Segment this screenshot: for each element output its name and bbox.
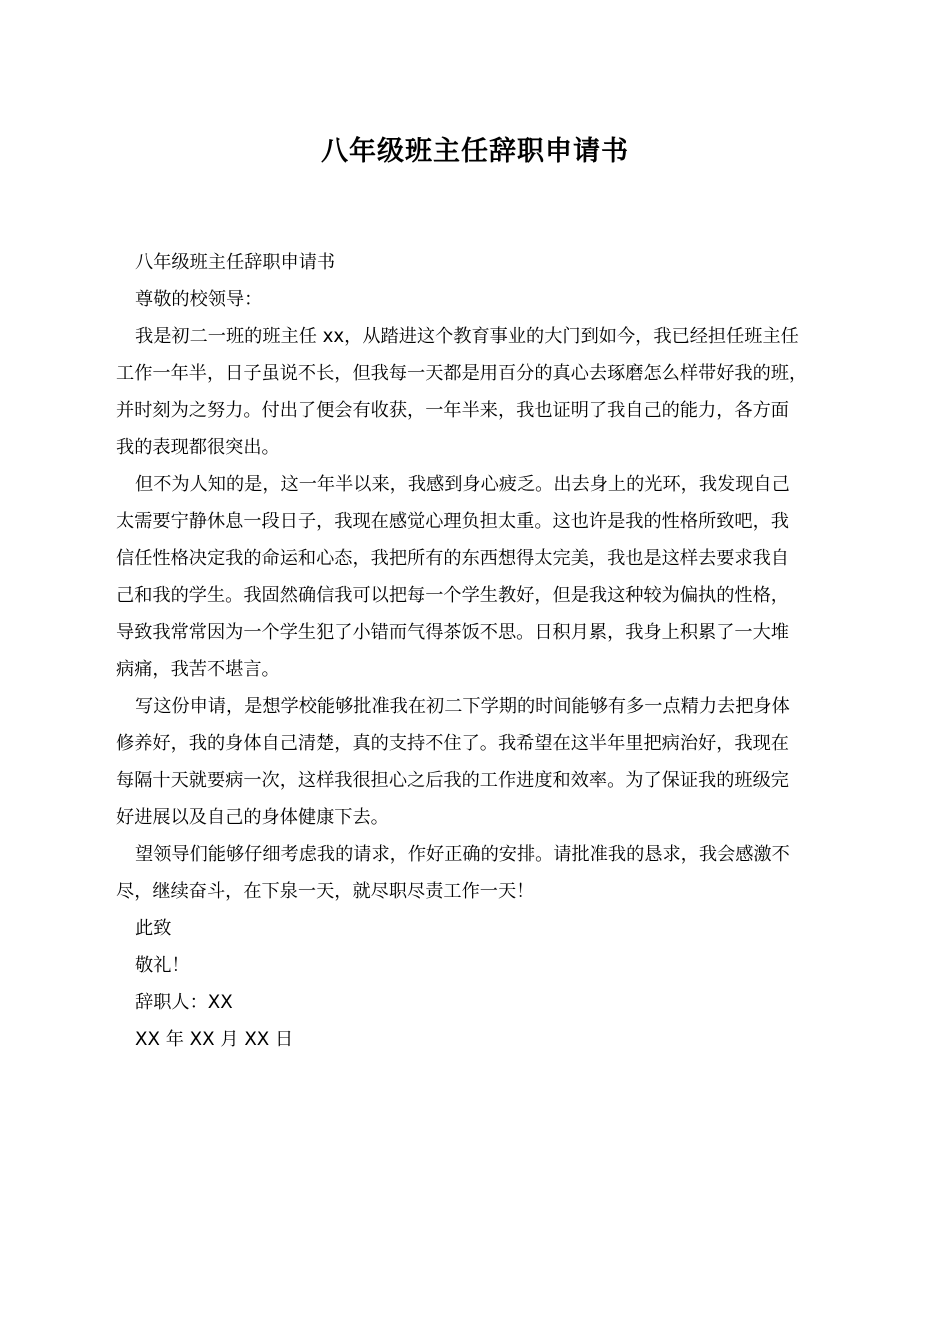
paragraph-3-line-4: 好进展以及自己的身体健康下去。 bbox=[116, 807, 389, 828]
regards-line: 敬礼！ bbox=[135, 955, 190, 976]
document-title: 八年级班主任辞职申请书 bbox=[321, 136, 629, 167]
document-body bbox=[116, 244, 838, 1058]
paragraph-3-line-2: 修养好，我的身体自己清楚，真的支持不住了。我希望在这半年里把病治好，我现在 bbox=[116, 733, 789, 754]
paragraph-1-line-1: 我是初二一班的班主任 xx，从踏进这个教育事业的大门到如今，我已经担任班主任 bbox=[135, 326, 799, 347]
paragraph-2-line-5: 导致我常常因为一个学生犯了小错而气得茶饭不思。日积月累，我身上积累了一大堆 bbox=[116, 622, 789, 643]
paragraph-3-line-1: 写这份申请，是想学校能够批准我在初二下学期的时间能够有多一点精力去把身体 bbox=[135, 696, 790, 717]
paragraph-4-line-2: 尽，继续奋斗，在下泉一天，就尽职尽责工作一天！ bbox=[116, 881, 535, 902]
closing-line: 此致 bbox=[135, 918, 172, 939]
paragraph-3-line-3: 每隔十天就要病一次，这样我很担心之后我的工作进度和效率。为了保证我的班级完 bbox=[116, 770, 789, 791]
paragraph-4-line-1: 望领导们能够仔细考虑我的请求，作好正确的安排。请批准我的恳求，我会感激不 bbox=[135, 844, 790, 865]
paragraph-2-line-6: 病痛，我苦不堪言。 bbox=[116, 659, 280, 680]
body-heading-line: 八年级班主任辞职申请书 bbox=[135, 252, 336, 273]
paragraph-2-line-3: 信任性格决定我的命运和心态，我把所有的东西想得太完美，我也是这样去要求我自 bbox=[116, 548, 789, 569]
salutation-line: 尊敬的校领导： bbox=[135, 289, 263, 310]
paragraph-2-line-4: 己和我的学生。我固然确信我可以把每一个学生教好，但是我这种较为偏执的性格， bbox=[116, 585, 789, 606]
paragraph-1-line-3: 并时刻为之努力。付出了便会有收获，一年半来，我也证明了我自己的能力，各方面 bbox=[116, 400, 789, 421]
paragraph-1-line-4: 我的表现都很突出。 bbox=[116, 437, 280, 458]
paragraph-1-line-2: 工作一年半，日子虽说不长，但我每一天都是用百分的真心去琢磨怎么样带好我的班， bbox=[116, 363, 808, 384]
signature-line: 辞职人：XX bbox=[135, 992, 233, 1013]
date-line: XX 年 XX 月 XX 日 bbox=[135, 1029, 294, 1050]
paragraph-2-line-1: 但不为人知的是，这一年半以来，我感到身心疲乏。出去身上的光环，我发现自己 bbox=[135, 474, 790, 495]
paragraph-2-line-2: 太需要宁静休息一段日子，我现在感觉心理负担太重。这也许是我的性格所致吧，我 bbox=[116, 511, 789, 532]
